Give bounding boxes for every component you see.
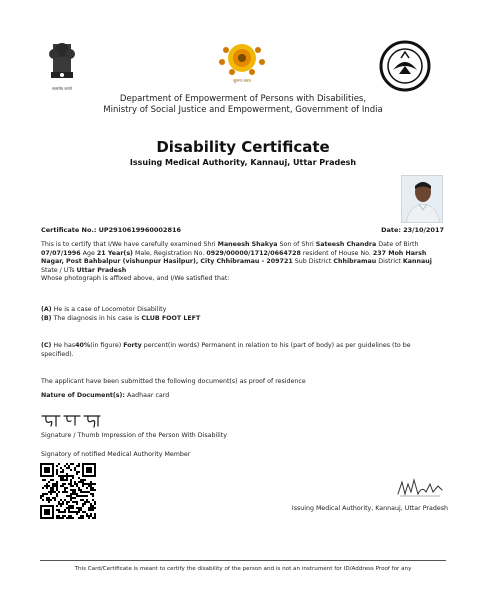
page-subtitle: Issuing Medical Authority, Kannauj, Uttar Pradesh	[129, 158, 357, 167]
authority-signatory-label: Signatory of notified Medical Authority Member	[41, 451, 191, 458]
applicant-photo	[401, 175, 443, 223]
text: resident of House No.	[302, 249, 371, 257]
certificate-number-value: UP2910619960002816	[98, 226, 182, 234]
footer-note: This Card/Certificate is meant to certify the disability of the person and is not an instrument for ID/Address Proof for any	[74, 566, 412, 572]
text: He has	[53, 342, 76, 349]
district: Kannauj	[402, 258, 432, 266]
age: 21 Year(s)	[96, 249, 133, 257]
address: 237 Moh Harsh Nagar, Post Bahbalpur (vishunpur Hasilpur), City Chhibramau - 209721	[41, 249, 427, 266]
text: He is a case of Locomotor Disability	[53, 306, 167, 313]
certificate-date-value: 23/10/2017	[403, 226, 444, 234]
department-name: Department of Empowerment of Persons with Disabilities,	[119, 94, 367, 104]
certificate-date-label: Date:	[381, 226, 401, 234]
clause-b	[41, 315, 445, 324]
text: Sub District	[294, 258, 332, 266]
text: Whose photograph is affixed above, and I/We satisfied that:	[41, 275, 230, 283]
nature-label: Nature of Document(s):	[41, 392, 125, 399]
text: Son of Shri	[279, 241, 314, 248]
disability-percent: 40%	[75, 342, 91, 349]
text: The diagnosis in his case is	[53, 315, 140, 322]
disability-percent-words: Forty	[123, 342, 142, 349]
submitted-statement: The applicant have been submitted the following document(s) as proof of residence	[41, 378, 306, 385]
diagnosis: CLUB FOOT LEFT	[141, 315, 201, 322]
text: (in figure)	[90, 342, 122, 349]
text: District	[378, 258, 401, 266]
state-seal-icon	[379, 40, 431, 92]
clause-c	[41, 342, 445, 359]
emblem-caption: सुगम्य भारत	[233, 78, 251, 83]
text: percent(in words) Permanent in relation to his (part of body) as per guidelines (to be specified).	[41, 342, 411, 358]
applicant-name: Maneesh Shakya	[217, 241, 278, 248]
certificate-date	[381, 226, 444, 234]
clause-a	[41, 306, 445, 315]
page-title: Disability Certificate	[156, 138, 330, 156]
nature-of-document	[41, 392, 445, 401]
signature-label: Signature / Thumb Impression of the Person With Disability	[41, 432, 227, 439]
state: Uttar Pradesh	[76, 266, 127, 274]
father-name: Sateesh Chandra	[315, 241, 377, 248]
certification-paragraph	[41, 241, 445, 284]
emblem-caption: सत्यमेव जयते	[52, 86, 72, 91]
certificate-number	[41, 226, 181, 234]
sub-district: Chhibramau	[333, 258, 377, 266]
certificate-number-label: Certificate No.:	[41, 226, 97, 234]
authority-signature-image	[396, 476, 444, 500]
date-of-birth: 07/07/1996	[41, 249, 81, 257]
applicant-signature-image	[40, 408, 104, 430]
nature-value: Aadhaar card	[126, 392, 170, 399]
clause-label: (A)	[41, 306, 52, 313]
text: Male, Registration No.	[134, 249, 205, 257]
text: State / UTs	[41, 266, 75, 274]
clause-label: (B)	[41, 315, 52, 322]
text: Age	[82, 249, 95, 257]
text: Date of Birth	[378, 241, 419, 248]
qr-code-icon	[40, 463, 96, 519]
ministry-name: Ministry of Social Justice and Empowerment, Government of India	[103, 105, 383, 115]
national-emblem-icon	[41, 40, 83, 92]
text: This is to certify that I/We have carefully examined Shri	[41, 241, 216, 248]
divider	[40, 560, 446, 561]
registration-number: 0929/00000/1712/0664728	[206, 249, 301, 257]
clause-label: (C)	[41, 342, 52, 349]
issuing-authority: Issuing Medical Authority, Kannauj, Uttar Pradesh	[291, 505, 448, 512]
